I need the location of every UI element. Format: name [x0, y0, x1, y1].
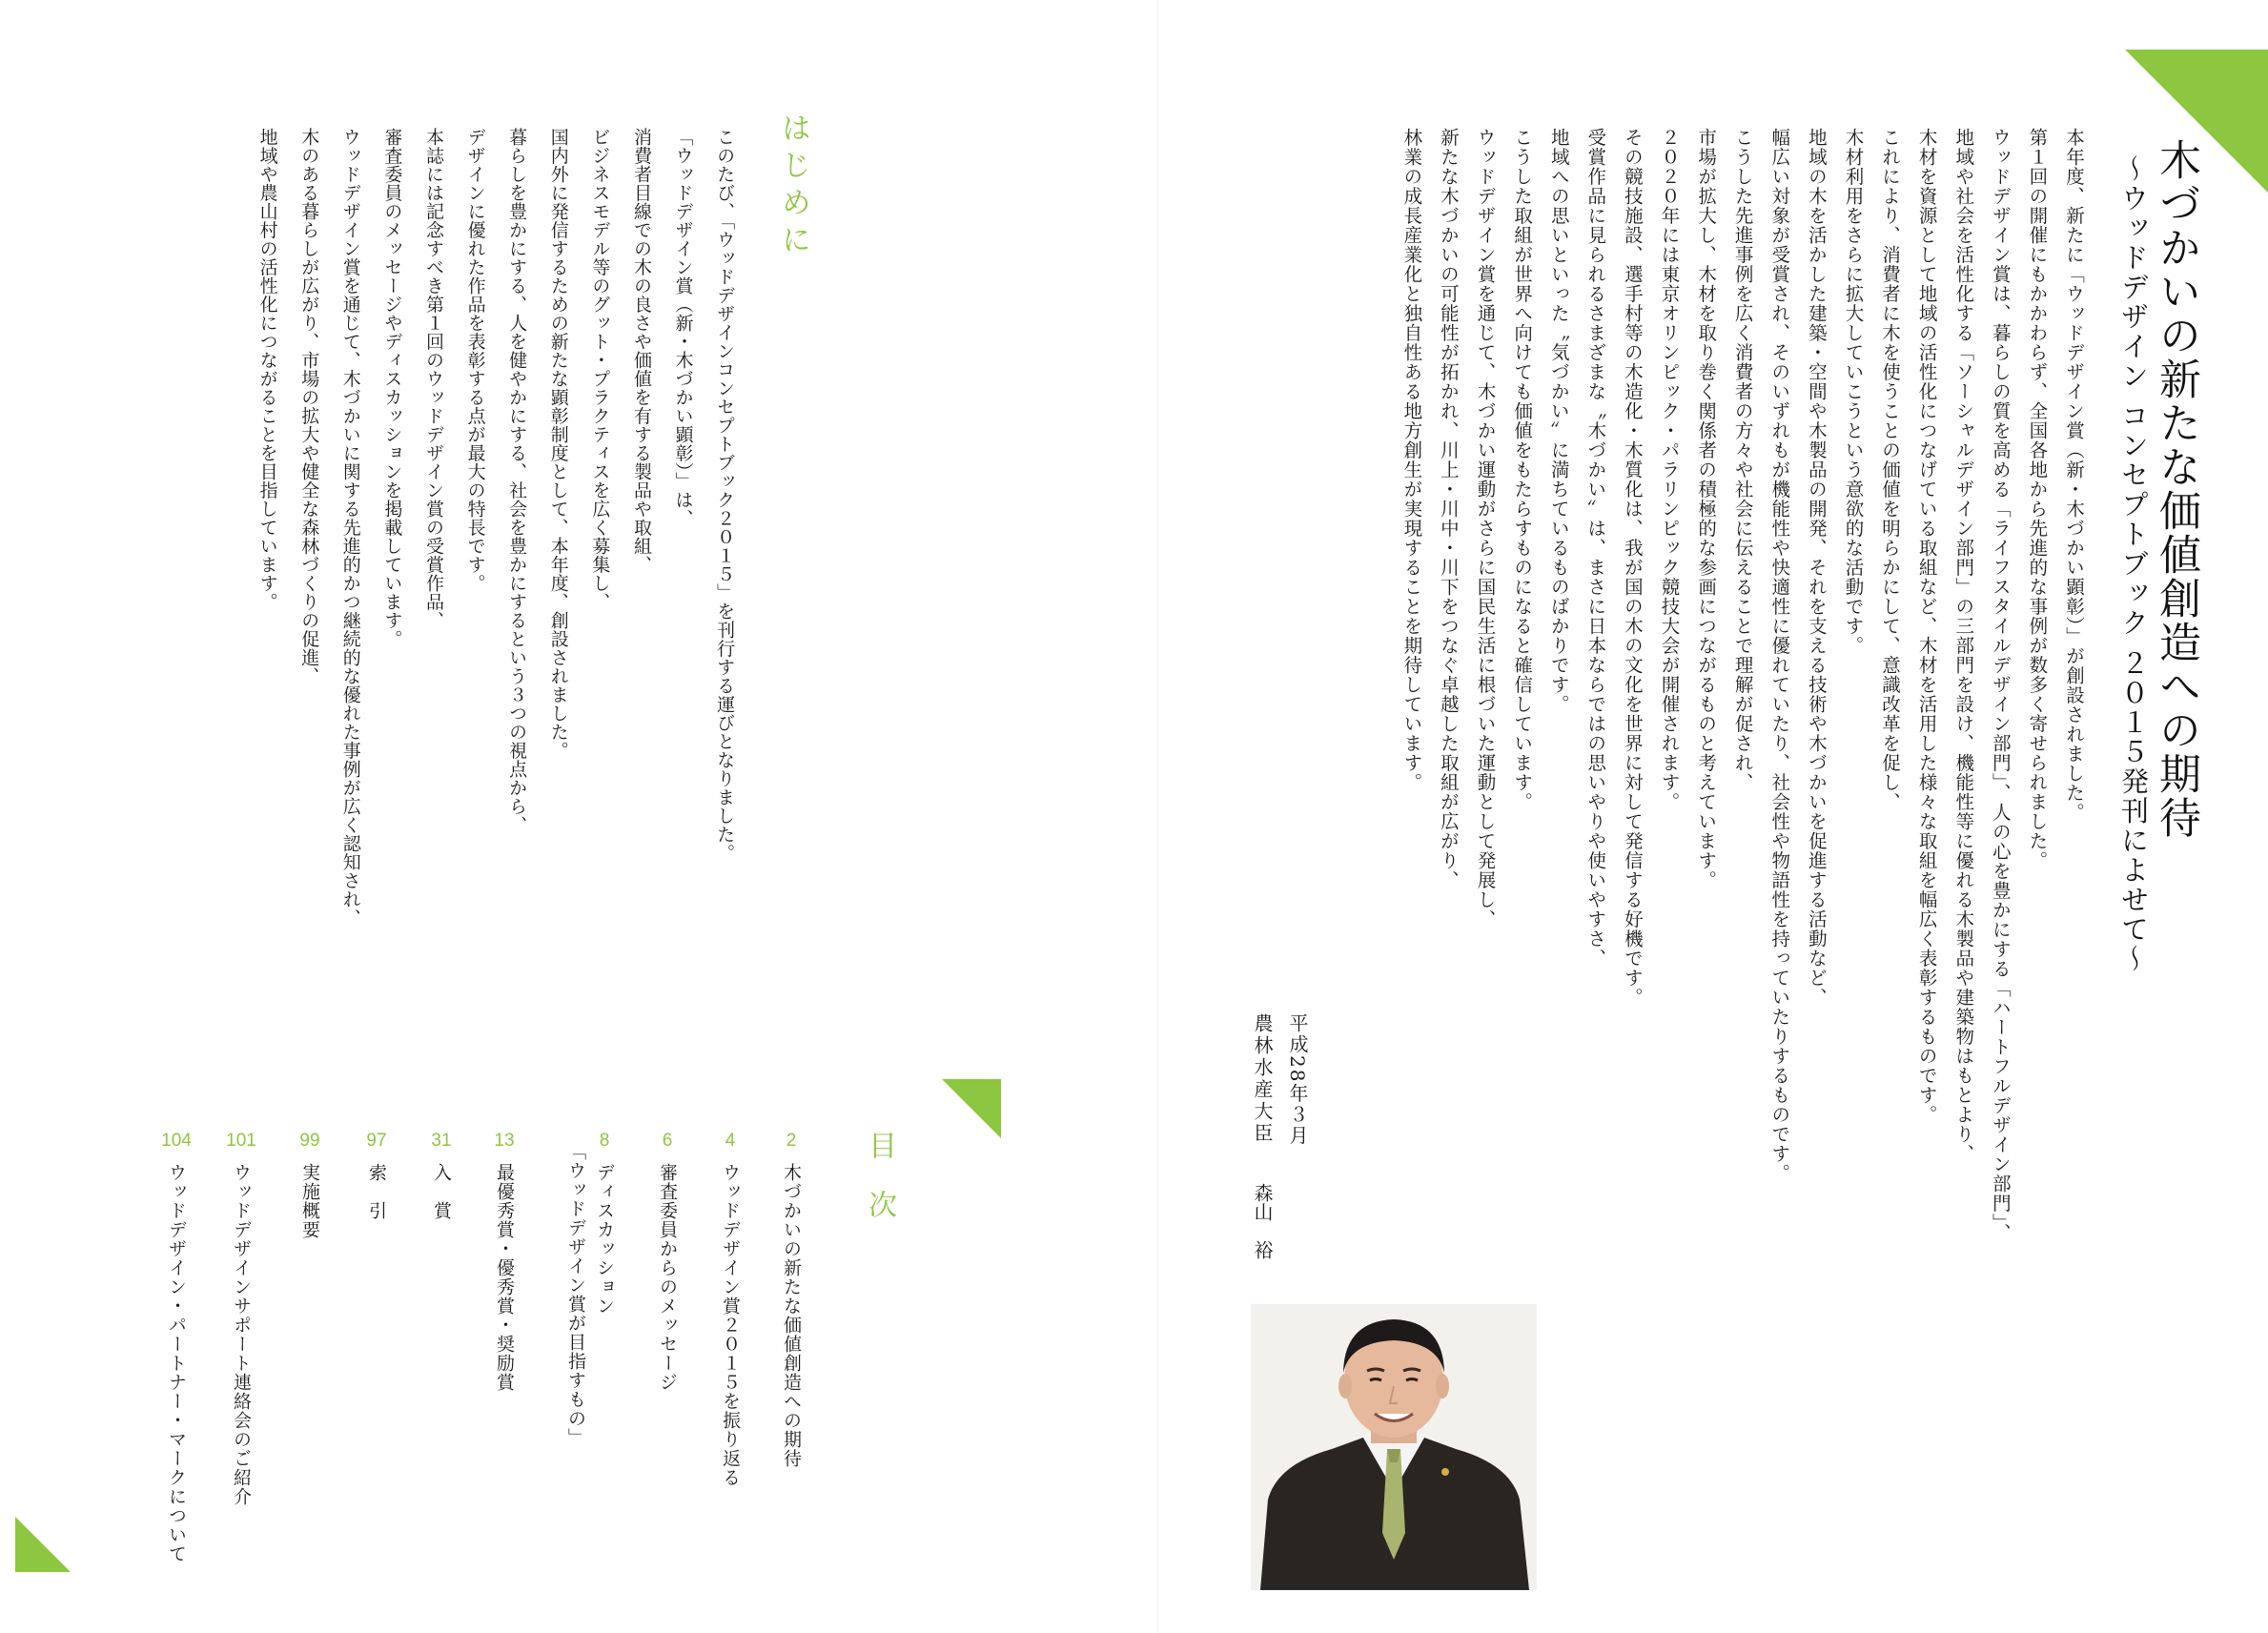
preface-line: このたび、「ウッドデザインコンセプトブック２０１５」を刊行する運びとなりました。 [714, 128, 736, 863]
preface-line: 「ウッドデザイン賞（新・木づかい顕彰）」は、 [672, 128, 694, 528]
message-line: 木材利用をさらに拡大していこうという意欲的な活動です。 [1842, 128, 1865, 656]
preface-line: 消費者目線での木の良さや価値を有する製品や取組、 [630, 128, 652, 574]
toc-page-number: 101 [226, 1131, 256, 1151]
message-line: 地域への思いといった〝気づかい〟に満ちているものばかりです。 [1547, 128, 1570, 714]
preface-line: 木のある暮らしが広がり、市場の拡大や健全な森林づくりの促進、 [298, 128, 320, 685]
toc-page-number: 6 [662, 1131, 673, 1151]
message-line: 本年度、新たに「ウッドデザイン賞（新・木づかい顕彰）」が創設されました。 [2063, 128, 2085, 823]
message-date: 平成28年３月 [1286, 1013, 1309, 1147]
preface-line: 暮らしを豊かにする、人を健やかにする、社会を豊かにするという３つの視点から、 [506, 128, 528, 834]
preface-body [246, 128, 745, 928]
toc-item[interactable] [222, 1131, 260, 1506]
toc-label: 入 賞 [431, 1163, 452, 1220]
message-subtitle: ～ウッドデザイン コンセプトブック ２０１５発刊によせて～ [2117, 154, 2150, 974]
message-line: ウッドデザイン賞を通じて、木づかい運動がさらに国民生活に根づいた運動として発展し、 [1474, 128, 1497, 929]
toc-label: ウッドデザイン賞２０１５を振り返る [720, 1163, 741, 1487]
preface-line: ウッドデザイン賞を通じて、木づかいに関する先進的かつ継続的な優れた事例が広く認知され、 [339, 128, 361, 928]
minister-portrait-photo [1251, 1304, 1537, 1590]
toc-label: 「ウッドデザイン賞が目指すもの」 [565, 1142, 586, 1447]
toc-item[interactable] [485, 1131, 523, 1392]
message-line: ウッドデザイン賞は、暮らしの質を高める「ライフスタイルデザイン部門」、人の心を豊かにする「ハートフルデザイン部門」、 [1989, 128, 2012, 1243]
toc-page-number: 97 [366, 1131, 387, 1151]
toc-label: 木づかいの新たな価値創造への期待 [781, 1163, 802, 1468]
green-triangle-bottom-left [15, 1517, 71, 1572]
preface-line: デザインに優れた作品を表彰する点が最大の特長です。 [464, 128, 486, 593]
signer [1244, 1013, 1279, 1259]
toc-label: 審査委員からのメッセージ [657, 1163, 678, 1392]
signer-name: 森山 裕 [1251, 1183, 1274, 1259]
toc-item[interactable] [711, 1131, 749, 1487]
toc-page-number: 4 [725, 1131, 736, 1151]
message-line: これにより、消費者に木を使うことの価値を明らかにして、意識改革を促し、 [1879, 128, 1902, 812]
toc-page-number: 99 [299, 1131, 320, 1151]
message-line: その競技施設、選手村等の木造化・木質化は、我が国の木の文化を世界に対して発信する好機です。 [1621, 128, 1644, 1008]
preface-line: 国内外に発信するための新たな顕彰制度として、本年度、創設されました。 [547, 128, 569, 760]
toc-label: ウッドデザイン・パートナー・マークについて [166, 1163, 187, 1563]
toc-page-number: 31 [431, 1131, 452, 1151]
message-line: 木材を資源として地域の活性化につなげている取組など、木材を活用した様々な取組を幅広く表彰するものです。 [1915, 128, 1938, 1125]
message-line: こうした先進事例を広く消費者の方々や社会に伝えることで理解が促され、 [1731, 128, 1754, 792]
message-body [1393, 128, 2092, 1243]
toc-item[interactable] [557, 1131, 595, 1447]
toc-label: 実施概要 [299, 1163, 320, 1239]
message-line: 新たな木づかいの可能性が拓かれ、川上・川中・川下をつなぐ卓越した取組が広がり、 [1437, 128, 1460, 890]
toc-page-number: 104 [161, 1131, 192, 1151]
message-line: 第１回の開催にもかかわらず、全国各地から先進的な事例が数多く寄せられました。 [2026, 128, 2049, 870]
message-signature [1244, 1013, 1315, 1259]
toc-heading: 目次 [863, 1131, 896, 1249]
preface-line: ビジネスモデル等のグット・プラクティスを広く募集し、 [589, 128, 611, 611]
toc-item[interactable] [772, 1131, 810, 1468]
portrait-illustration [1251, 1304, 1537, 1590]
toc-item[interactable] [422, 1131, 460, 1220]
green-triangle-toc [942, 1079, 1001, 1138]
toc-label: ウッドデザインサポート連絡会のご紹介 [231, 1163, 252, 1506]
message-line: ２０２０年には東京オリンピック・パラリンピック競技大会が開催されます。 [1658, 128, 1681, 812]
preface-line: 本誌には記念すべき第１回のウッドデザイン賞の受賞作品、 [422, 128, 444, 630]
message-line: 市場が拡大し、木材を取り巻く関係者の積極的な参画につながるものと考えています。 [1695, 128, 1718, 890]
toc-label: 最優秀賞・優秀賞・奨励賞 [494, 1163, 515, 1392]
preface-line: 審査委員のメッセージやディスカッションを掲載しています。 [381, 128, 403, 648]
signer-title: 農林水産大臣 [1251, 1013, 1274, 1145]
message-line: 受賞作品に見られるさまざまな〝木づかい〟は、まさに日本ならではの思いやりや使いやすさ、 [1584, 128, 1607, 969]
preface-line: 地域や農山村の活性化につながることを目指しています。 [256, 128, 278, 611]
message-line: こうした取組が世界へ向けても価値をもたらすものになると確信しています。 [1511, 128, 1534, 812]
toc-item[interactable] [157, 1131, 195, 1563]
toc-item[interactable] [358, 1131, 396, 1220]
message-title: 木づかいの新たな価値創造への期待 [2152, 138, 2200, 840]
toc-label: ディスカッション [594, 1163, 615, 1316]
toc-label: 索 引 [366, 1163, 387, 1220]
toc-item[interactable] [291, 1131, 329, 1239]
toc-page-number: 8 [599, 1131, 610, 1151]
message-line: 地域や社会を活性化する「ソーシャルデザイン部門」の三部門を設け、機能性等に優れる木製品や建築物はもとより、 [1952, 128, 1975, 1164]
page-gutter [1157, 0, 1158, 1633]
toc-page-number: 13 [494, 1131, 515, 1151]
message-line: 地域の木を活かした建築・空間や木製品の開発、それを支える技術や木づかいを促進する活動など、 [1805, 128, 1828, 1008]
toc-page-number: 2 [786, 1131, 797, 1151]
toc-item[interactable] [648, 1131, 686, 1392]
preface-heading: はじめに [776, 112, 810, 261]
message-line: 林業の成長産業化と独自性ある地方創生が実現することを期待しています。 [1400, 128, 1423, 792]
message-line: 幅広い対象が受賞され、そのいずれもが機能性や快適性に優れていたり、社会性や物語性を持っていたりするものです。 [1768, 128, 1791, 1183]
